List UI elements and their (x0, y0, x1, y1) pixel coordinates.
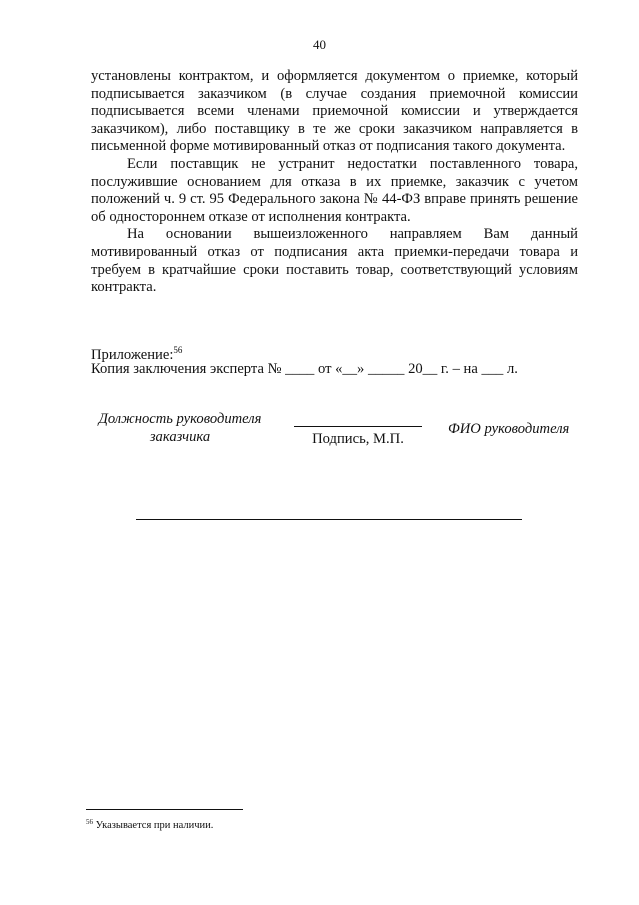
paragraph-refusal-notice: На основании вышеизложенного направляем Вам данный мотивированный отказ от подписания акта приемки-передачи товара и требуем в кратчайшие сроки поставить товар, соответствующий условиям контракта. (91, 226, 578, 296)
footnote (86, 816, 213, 832)
paragraph-supplier-defects: Если поставщик не устранит недостатки поставленного товара, послужившие основанием для отказа в их приемке, заказчик с учетом положений ч. 9 ст. 95 Федерального закона № 44-ФЗ вправе принять решение об одностороннем отказе от исполнения контракта. (91, 155, 578, 225)
attachment-label: Приложение: (91, 347, 174, 363)
signature-position-line1: Должность руководителя (98, 411, 262, 427)
section-separator (136, 519, 522, 520)
attachment-footnote-ref: 56 (173, 345, 183, 355)
footnote-rule (86, 809, 243, 810)
signature-label: Подпись, М.П. (312, 431, 404, 447)
paragraph-continuation: установлены контрактом, и оформляется документом о приемке, который подписывается заказчиком (в случае создания приемочной комиссии подписывается всеми членами приемочной комиссии и утверждается заказчиком), либо поставщику в те же сроки заказчиком направляется в письменной форме мотивированный отказ от подписания такого документа. (91, 68, 578, 155)
signature-name-label: ФИО руководителя (448, 421, 570, 437)
signature-position-line2: заказчика (149, 429, 211, 445)
signature-position-block (91, 410, 269, 446)
body-text (91, 68, 578, 297)
footnote-text: Указывается при наличии. (95, 820, 214, 831)
expert-conclusion-copy-line: Копия заключения эксперта № ____ от «__» _____ 20__ г. – на ___ л. (91, 361, 518, 377)
page-number: 40 (313, 37, 326, 52)
footnote-number: 56 (86, 818, 93, 826)
signature-line (294, 426, 422, 427)
